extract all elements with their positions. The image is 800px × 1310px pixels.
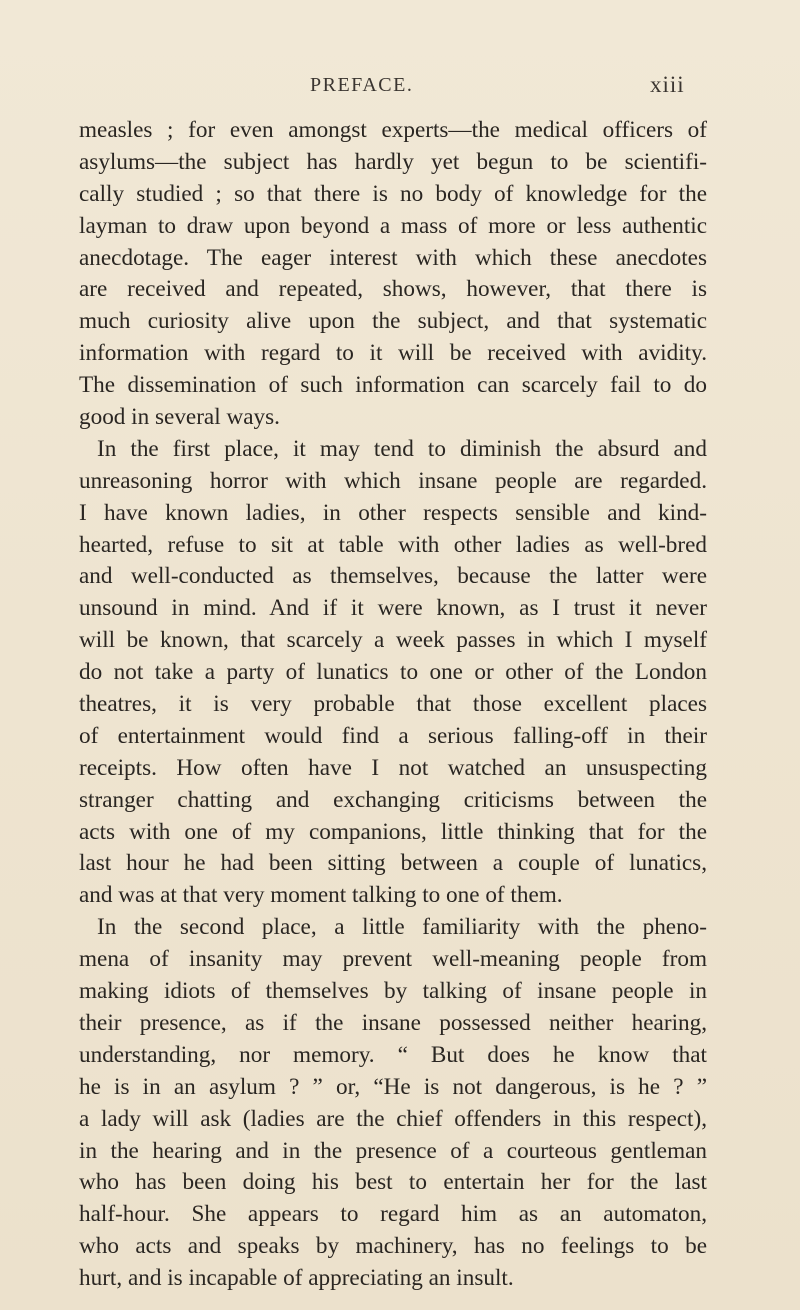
text-line: stranger chatting and exchanging criticisms between the — [79, 786, 707, 813]
text-line: hurt, and is incapable of appreciating an insult. — [79, 1265, 514, 1292]
text-line: cally studied ; so that there is no body of knowledge for the — [79, 180, 707, 207]
text-line: measles ; for even amongst experts—the medical officers of — [79, 117, 707, 143]
text-line: last hour he had been sitting between a couple of lunatics, — [79, 850, 707, 877]
text-line: hearted, refuse to sit at table with other ladies as well-bred — [79, 531, 707, 558]
text-line: receipts. How often have I not watched an unsuspecting — [79, 754, 707, 781]
running-head — [0, 74, 800, 104]
page-number: xiii — [650, 72, 685, 97]
text-line: of entertainment would find a serious falling-off in their — [79, 722, 707, 749]
text-line: layman to draw upon beyond a mass of more or less authentic — [79, 212, 707, 239]
text-line: and was at that very moment talking to one of them. — [79, 882, 563, 909]
text-line: asylums—the subject has hardly yet begun to be scientifi- — [79, 148, 707, 175]
paragraph-start-line: In the first place, it may tend to diminish the absurd and — [97, 435, 707, 462]
text-line: acts with one of my companions, little thinking that for the — [79, 818, 707, 845]
text-line: do not take a party of lunatics to one or other of the London — [79, 659, 707, 686]
text-line: are received and repeated, shows, however, that there is — [79, 276, 707, 303]
text-line: half-hour. She appears to regard him as an automaton, — [79, 1201, 707, 1228]
text-line: a lady will ask (ladies are the chief offenders in this respect), — [79, 1105, 707, 1132]
text-line: understanding, nor memory. “ But does he know that — [79, 1041, 707, 1068]
text-line: unreasoning horror with which insane people are regarded. — [79, 467, 707, 494]
text-line: will be known, that scarcely a week passes in which I myself — [79, 627, 707, 654]
text-line: their presence, as if the insane possessed neither hearing, — [79, 1009, 707, 1036]
body-text — [79, 115, 707, 1295]
text-line: much curiosity alive upon the subject, and that systematic — [79, 308, 707, 335]
text-line: The dissemination of such information can scarcely fail to do — [79, 372, 707, 399]
text-line: who acts and speaks by machinery, has no feelings to be — [79, 1233, 707, 1260]
running-title: PREFACE. — [310, 74, 414, 96]
text-line: in the hearing and in the presence of a courteous gentleman — [79, 1137, 707, 1164]
text-line: I have known ladies, in other respects sensible and kind- — [79, 499, 707, 526]
text-line: who has been doing his best to entertain her for the last — [79, 1169, 707, 1196]
text-line: theatres, it is very probable that those excellent places — [79, 691, 707, 718]
paragraph-start-line: In the second place, a little familiarity with the pheno- — [97, 914, 707, 941]
text-line: unsound in mind. And if it were known, as I trust it never — [79, 595, 707, 622]
text-line: information with regard to it will be received with avidity. — [79, 340, 707, 367]
text-line: mena of insanity may prevent well-meaning people from — [79, 946, 707, 973]
text-line: making idiots of themselves by talking of insane people in — [79, 978, 707, 1005]
text-line: and well-conducted as themselves, because the latter were — [79, 563, 707, 590]
text-line: anecdotage. The eager interest with which these anecdotes — [79, 244, 707, 271]
text-line: he is in an asylum ? ” or, “He is not dangerous, is he ? ” — [79, 1073, 707, 1100]
text-line: good in several ways. — [79, 404, 280, 431]
